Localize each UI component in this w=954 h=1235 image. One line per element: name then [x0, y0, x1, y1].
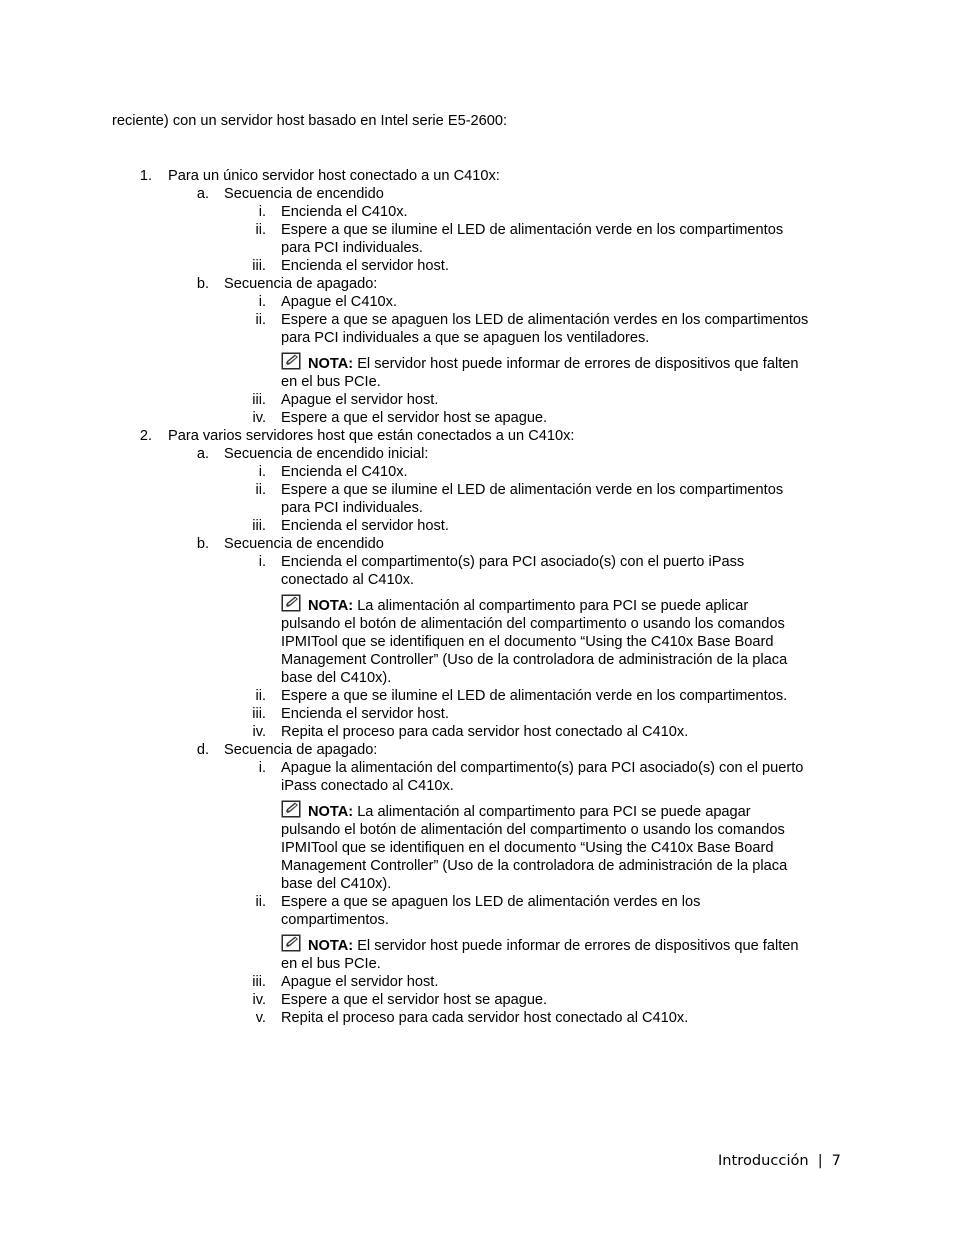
step-text: para PCI individuales. — [281, 500, 423, 516]
step-text: Repita el proceso para cada servidor host conectado al C410x. — [281, 1010, 689, 1026]
note-first-line — [308, 597, 748, 615]
note-text: El servidor host puede informar de errores de dispositivos que falten — [357, 356, 799, 372]
intro-text: reciente) con un servidor host basado en Intel serie E5-2600: — [112, 113, 508, 129]
step-text: Espere a que se apaguen los LED de alimentación verdes en los — [281, 894, 701, 910]
step-text: Apague el servidor host. — [281, 974, 439, 990]
step-text: compartimentos. — [281, 912, 389, 928]
step-text: Repita el proceso para cada servidor host conectado al C410x. — [281, 724, 689, 740]
section-title: Para un único servidor host conectado a un C410x: — [168, 168, 500, 184]
note-pencil-icon — [281, 352, 301, 370]
step-text: Espere a que el servidor host se apague. — [281, 410, 548, 426]
step-text: Espere a que el servidor host se apague. — [281, 992, 548, 1008]
subsection-title: Secuencia de apagado: — [224, 742, 378, 758]
step-number: iii. — [252, 518, 266, 534]
step-text: Espere a que se apaguen los LED de alimentación verdes en los compartimentos — [281, 312, 809, 328]
subsection-letter: a. — [196, 446, 209, 462]
step-text: Apague la alimentación del compartimento(s) para PCI asociado(s) con el puerto — [281, 760, 804, 776]
note-text: pulsando el botón de alimentación del compartimento o usando los comandos — [281, 616, 785, 632]
note-text: IPMITool que se identifiquen en el documento “Using the C410x Base Board — [281, 634, 774, 650]
step-text: Apague el C410x. — [281, 294, 398, 310]
step-number: i. — [258, 204, 266, 220]
subsection-letter: b. — [196, 536, 209, 552]
note-text: en el bus PCIe. — [281, 956, 381, 972]
step-text: Encienda el C410x. — [281, 204, 408, 220]
subsection-title: Secuencia de apagado: — [224, 276, 378, 292]
subsection-letter: a. — [196, 186, 209, 202]
subsection-title: Secuencia de encendido — [224, 536, 384, 552]
step-text: Espere a que se ilumine el LED de alimentación verde en los compartimentos — [281, 222, 784, 238]
step-number: ii. — [255, 312, 266, 328]
step-number: ii. — [255, 222, 266, 238]
step-text: para PCI individuales a que se apaguen los ventiladores. — [281, 330, 650, 346]
step-text: Encienda el servidor host. — [281, 518, 449, 534]
note-first-line — [308, 355, 798, 373]
footer-separator: | — [817, 1152, 823, 1169]
step-text: Encienda el C410x. — [281, 464, 408, 480]
step-text: Encienda el servidor host. — [281, 706, 449, 722]
note-label: NOTA: — [308, 598, 354, 614]
step-number: iii. — [252, 974, 266, 990]
note-pencil-icon — [281, 800, 301, 818]
step-text: para PCI individuales. — [281, 240, 423, 256]
subsection-title: Secuencia de encendido — [224, 186, 384, 202]
step-number: ii. — [255, 482, 266, 498]
step-number: ii. — [255, 688, 266, 704]
step-number: iv. — [252, 724, 266, 740]
note-text: Management Controller” (Uso de la controladora de administración de la placa — [281, 858, 788, 874]
step-number: i. — [258, 464, 266, 480]
step-text: conectado al C410x. — [281, 572, 415, 588]
note-text: IPMITool que se identifiquen en el documento “Using the C410x Base Board — [281, 840, 774, 856]
step-number: iv. — [252, 410, 266, 426]
footer-section: Introducción — [718, 1152, 809, 1169]
note-label: NOTA: — [308, 804, 354, 820]
step-number: v. — [255, 1010, 266, 1026]
section-title: Para varios servidores host que están conectados a un C410x: — [168, 428, 575, 444]
note-text: base del C410x). — [281, 876, 392, 892]
note-label: NOTA: — [308, 356, 354, 372]
note-first-line — [308, 937, 798, 955]
note-text: La alimentación al compartimento para PCI se puede aplicar — [357, 598, 749, 614]
subsection-letter: d. — [196, 742, 209, 758]
note-text: La alimentación al compartimento para PCI se puede apagar — [357, 804, 751, 820]
section-number: 2. — [139, 428, 152, 444]
subsection-letter: b. — [196, 276, 209, 292]
step-text: Encienda el servidor host. — [281, 258, 449, 274]
subsection-title: Secuencia de encendido inicial: — [224, 446, 429, 462]
step-number: iii. — [252, 706, 266, 722]
note-pencil-icon — [281, 594, 301, 612]
step-number: i. — [258, 554, 266, 570]
step-text: Encienda el compartimento(s) para PCI asociado(s) con el puerto iPass — [281, 554, 745, 570]
step-number: ii. — [255, 894, 266, 910]
page-footer — [718, 1151, 841, 1171]
note-text: pulsando el botón de alimentación del compartimento o usando los comandos — [281, 822, 785, 838]
note-first-line — [308, 803, 751, 821]
note-pencil-icon — [281, 934, 301, 952]
step-text: Espere a que se ilumine el LED de alimentación verde en los compartimentos. — [281, 688, 788, 704]
step-text: Apague el servidor host. — [281, 392, 439, 408]
step-text: Espere a que se ilumine el LED de alimentación verde en los compartimentos — [281, 482, 784, 498]
note-text: en el bus PCIe. — [281, 374, 381, 390]
note-text: base del C410x). — [281, 670, 392, 686]
note-label: NOTA: — [308, 938, 354, 954]
step-number: iv. — [252, 992, 266, 1008]
section-number: 1. — [139, 168, 152, 184]
note-text: El servidor host puede informar de errores de dispositivos que falten — [357, 938, 799, 954]
step-number: i. — [258, 294, 266, 310]
note-text: Management Controller” (Uso de la controladora de administración de la placa — [281, 652, 788, 668]
step-number: iii. — [252, 392, 266, 408]
step-number: iii. — [252, 258, 266, 274]
step-text: iPass conectado al C410x. — [281, 778, 454, 794]
step-number: i. — [258, 760, 266, 776]
page-number: 7 — [831, 1152, 841, 1169]
